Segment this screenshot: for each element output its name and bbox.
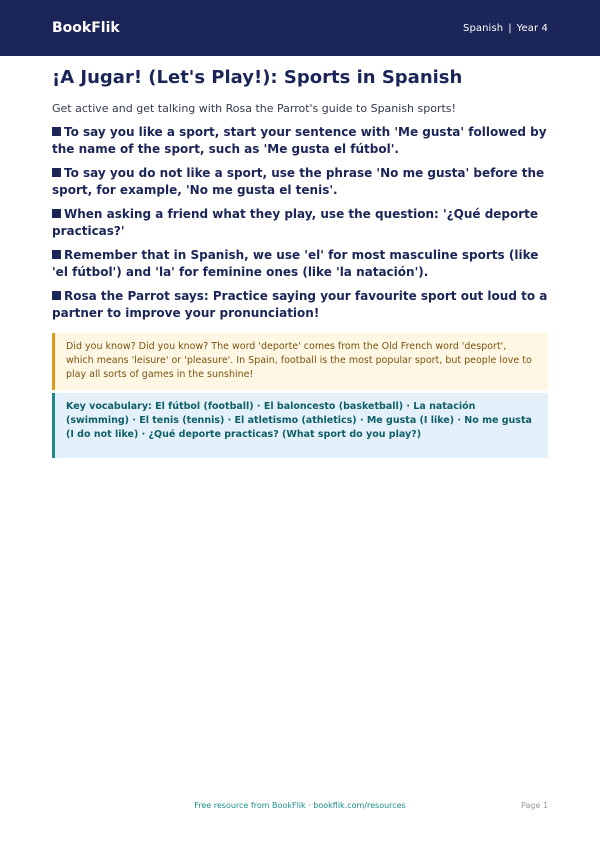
list-item — [52, 206, 548, 240]
brand-logo[interactable]: BookFlik — [52, 20, 120, 36]
page-subtitle: Get active and get talking with Rosa the Parrot's guide to Spanish sports! — [52, 102, 456, 115]
square-bullet-icon — [52, 168, 61, 177]
did-you-know-callout: Did you know? Did you know? The word 'deporte' comes from the Old French word 'desport', which means 'leisure' or 'pleasure'. In Spain, football is the most popular sport, but people love to play all sorts of games in the sunshine! — [52, 333, 548, 390]
tip-text: When asking a friend what they play, use the question: '¿Qué deporte practicas?' — [52, 207, 539, 238]
subject-label: Spanish — [463, 22, 504, 34]
list-item — [52, 288, 548, 322]
square-bullet-icon — [52, 250, 61, 259]
tip-text: To say you do not like a sport, use the phrase 'No me gusta' before the sport, for example, 'No me gusta el tenis'. — [52, 166, 545, 197]
tip-text: To say you like a sport, start your sentence with 'Me gusta' followed by the name of the sport, such as 'Me gusta el fútbol'. — [52, 125, 547, 156]
square-bullet-icon — [52, 209, 61, 218]
tip-text: Rosa the Parrot says: Practice saying your favourite sport out loud to a partner to improve your pronunciation! — [52, 289, 548, 320]
page-header — [0, 0, 600, 56]
footer-link[interactable]: Free resource from BookFlik · bookflik.com/resources — [194, 801, 406, 810]
list-item — [52, 124, 548, 158]
page-title: ¡A Jugar! (Let's Play!): Sports in Spanish — [52, 67, 463, 88]
header-meta — [463, 23, 548, 34]
list-item — [52, 165, 548, 199]
page-number: Page 1 — [521, 801, 548, 810]
meta-separator: | — [508, 22, 512, 34]
main-content — [0, 56, 600, 458]
key-vocabulary-box: Key vocabulary: El fútbol (football) · El baloncesto (basketball) · La natación (swimming) · El tenis (tennis) · El atletismo (athletics) · Me gusta (I like) · No me gusta (I do not like) · ¿Qué deporte practicas? (What sport do you play?) — [52, 393, 548, 458]
tip-text: Remember that in Spanish, we use 'el' for most masculine sports (like 'el fútbol') and 'la' for feminine ones (like 'la natación'). — [52, 248, 539, 279]
square-bullet-icon — [52, 127, 61, 136]
list-item — [52, 247, 548, 281]
year-label: Year 4 — [516, 22, 548, 34]
tips-list — [52, 124, 548, 322]
square-bullet-icon — [52, 291, 61, 300]
